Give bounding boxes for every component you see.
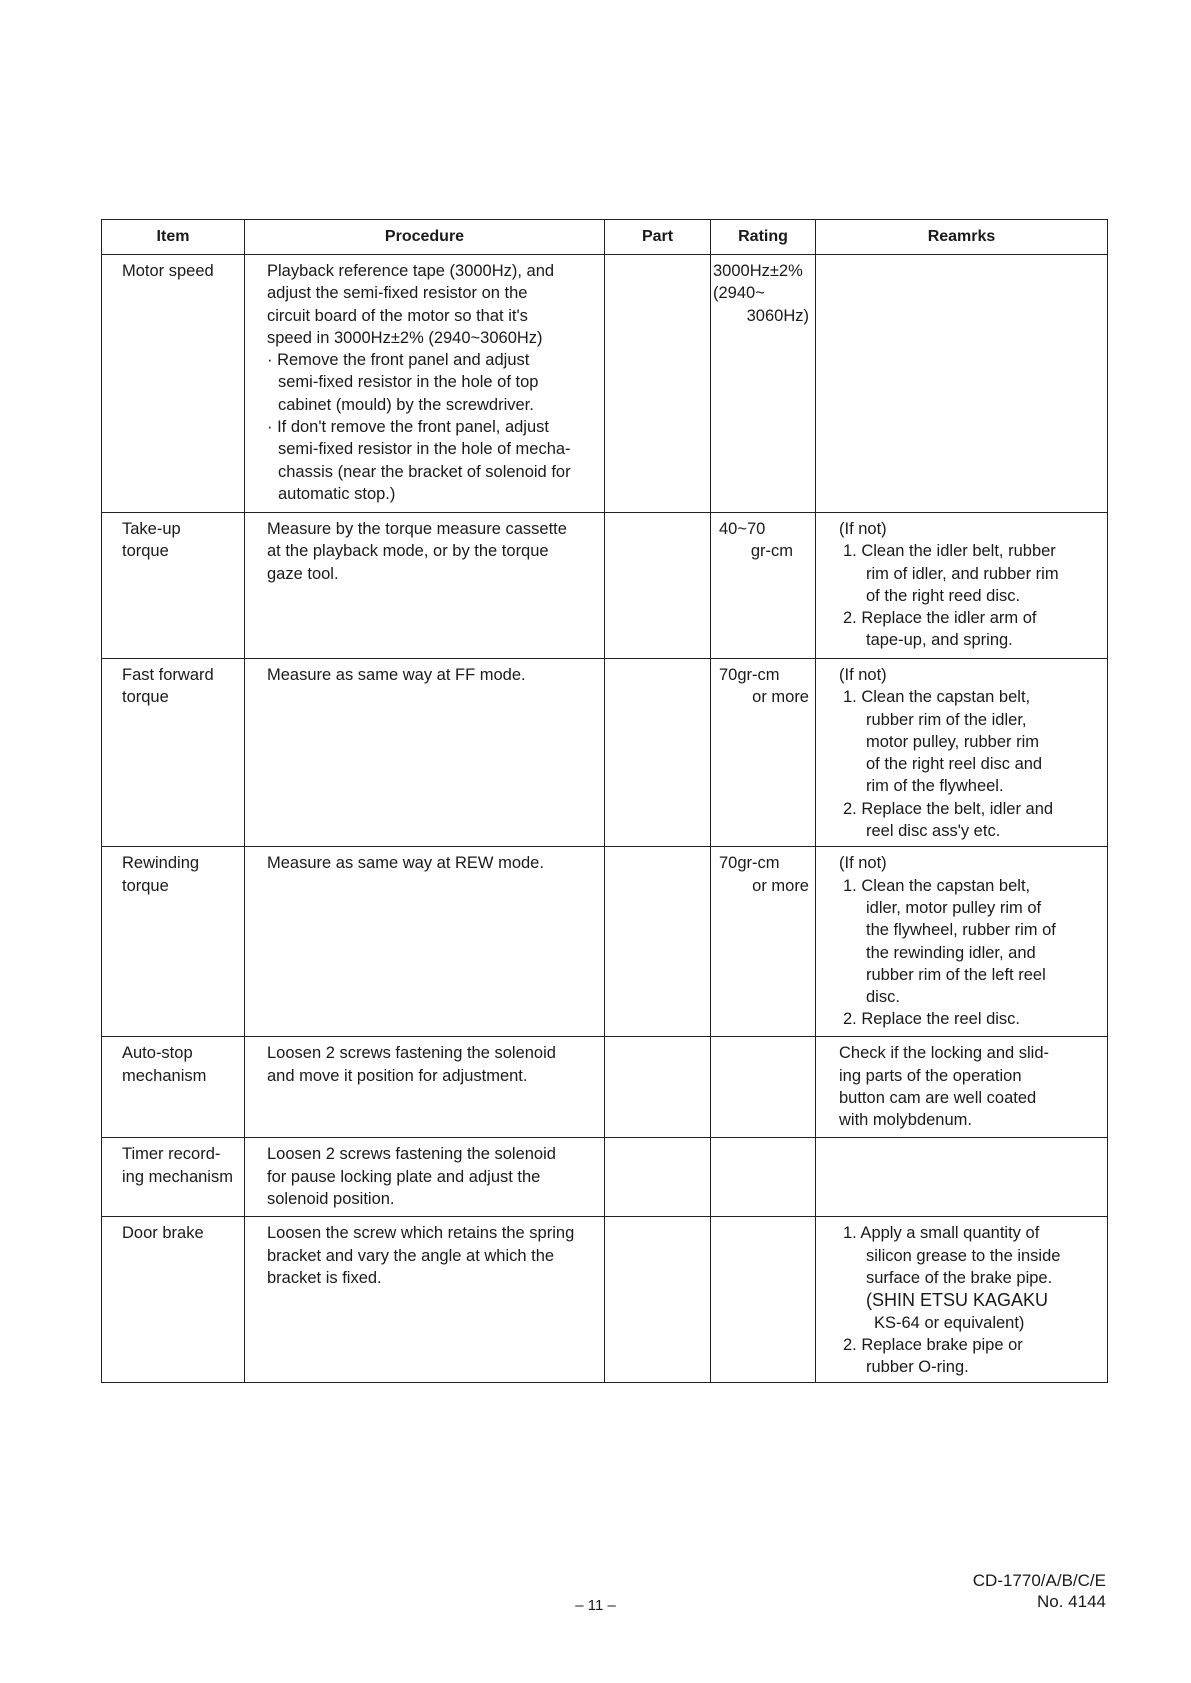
rating-cell [711,255,816,513]
procedure-text: automatic stop.) [278,484,396,503]
remarks-text: surface of the brake pipe. [866,1268,1053,1287]
item-text: Door brake [122,1224,204,1243]
procedure-text: semi-fixed resistor in the hole of top [278,373,539,392]
remarks-list-item: 1. Clean the capstan belt, [843,876,1031,895]
table-row [102,1138,1108,1217]
item-text: ing mechanism [122,1167,233,1186]
procedure-text: Measure by the torque measure cassette [267,520,567,538]
document-reference [973,1570,1106,1612]
procedure-bullet: · If don't remove the front panel, adjust [267,418,549,437]
procedure-text: speed in 3000Hz±2% (2940~3060Hz) [267,328,543,347]
table-row [102,1037,1108,1138]
procedure-cell [245,513,605,659]
remarks-cell [816,513,1108,659]
rating-cell [711,1217,816,1383]
procedure-cell [245,847,605,1037]
remarks-list-item: 2. Replace the idler arm of [843,609,1037,628]
remarks-cell [816,1138,1108,1217]
procedure-cell [245,255,605,513]
remarks-text: the flywheel, rubber rim of [866,921,1056,940]
remarks-text: (If not) [839,854,887,873]
remarks-text: reel disc ass'y etc. [866,822,1001,841]
item-text: Motor speed [122,262,214,280]
adjustment-table [101,219,1108,1383]
procedure-text: Loosen 2 screws fastening the solenoid [267,1145,556,1164]
item-text: Auto-stop [122,1044,193,1063]
table-row [102,513,1108,659]
remarks-text: tape-up, and spring. [866,631,1013,650]
document-number: No. 4144 [1037,1592,1106,1611]
procedure-text: Measure as same way at REW mode. [267,854,544,873]
rating-text: 40~70 [719,520,766,538]
remarks-text: silicon grease to the inside [866,1246,1061,1265]
procedure-text: cabinet (mould) by the screwdriver. [278,395,534,414]
item-cell [102,1217,245,1383]
procedure-text: for pause locking plate and adjust the [267,1167,541,1186]
procedure-cell [245,1037,605,1138]
procedure-text: gaze tool. [267,564,339,583]
procedure-text: solenoid position. [267,1189,395,1208]
header-item: Item [102,220,245,255]
remarks-text: rubber rim of the idler, [866,710,1027,729]
rating-text: or more [752,688,809,707]
remarks-cell [816,847,1108,1037]
item-cell [102,1138,245,1217]
table-row [102,659,1108,847]
remarks-text: (If not) [839,666,887,684]
rating-cell [711,1138,816,1217]
remarks-list-item: 2. Replace brake pipe or [843,1335,1023,1354]
remarks-text: idler, motor pulley rim of [866,898,1042,917]
procedure-text: circuit board of the motor so that it's [267,306,528,325]
table-row [102,1217,1108,1383]
part-cell [605,1217,711,1383]
item-text: Timer record- [122,1145,221,1164]
header-part: Part [605,220,711,255]
remarks-text: rubber rim of the left reel [866,965,1046,984]
item-cell [102,255,245,513]
item-text: torque [122,542,169,561]
item-text: Take-up [122,520,181,538]
remarks-text: disc. [866,988,900,1007]
remarks-text: with molybdenum. [839,1111,972,1130]
rating-cell [711,513,816,659]
rating-text: or more [752,876,809,895]
procedure-bullet: · Remove the front panel and adjust [267,351,530,370]
procedure-text: semi-fixed resistor in the hole of mecha- [278,440,571,459]
remarks-cell [816,1217,1108,1383]
rating-text: 3060Hz) [746,306,809,325]
procedure-cell [245,1217,605,1383]
table-row [102,255,1108,513]
remarks-list-item: 2. Replace the reel disc. [843,1010,1021,1029]
rating-text: gr-cm [750,542,793,561]
remarks-cell [816,659,1108,847]
remarks-list-item: 1. Clean the idler belt, rubber [843,542,1056,561]
item-text: torque [122,688,169,707]
procedure-text: and move it position for adjustment. [267,1066,528,1085]
remarks-text: the rewinding idler, and [866,943,1036,962]
remarks-text: Check if the locking and slid- [839,1044,1050,1063]
rating-text: 70gr-cm [719,666,780,684]
remarks-text: of the right reel disc and [866,755,1043,774]
procedure-text: Loosen the screw which retains the spring [267,1224,575,1243]
remarks-text: of the right reed disc. [866,586,1021,605]
remarks-text: rubber O-ring. [866,1358,969,1377]
procedure-text: bracket and vary the angle at which the [267,1246,555,1265]
header-procedure: Procedure [245,220,605,255]
item-cell [102,659,245,847]
part-cell [605,1037,711,1138]
remarks-text: motor pulley, rubber rim [866,732,1040,751]
procedure-text: Playback reference tape (3000Hz), and [267,262,555,280]
procedure-text: at the playback mode, or by the torque [267,542,549,561]
item-cell [102,513,245,659]
part-cell [605,659,711,847]
part-cell [605,1138,711,1217]
procedure-text: adjust the semi-fixed resistor on the [267,284,528,303]
rating-cell [711,1037,816,1138]
remarks-text: ing parts of the operation [839,1066,1022,1085]
page-number: – 11 – [575,1597,616,1614]
procedure-cell [245,1138,605,1217]
remarks-text: (SHIN ETSU KAGAKU [866,1290,1049,1311]
part-cell [605,513,711,659]
table-row [102,847,1108,1037]
remarks-list-item: 1. Apply a small quantity of [843,1224,1040,1243]
item-text: mechanism [122,1066,207,1085]
remarks-list-item: 1. Clean the capstan belt, [843,688,1031,707]
item-text: torque [122,876,169,895]
item-text: Rewinding [122,854,200,873]
header-remarks: Reamrks [816,220,1108,255]
part-cell [605,255,711,513]
model-number: CD-1770/A/B/C/E [972,1571,1106,1590]
procedure-text: chassis (near the bracket of solenoid for [278,462,571,481]
remarks-cell [816,1037,1108,1138]
rating-text: 70gr-cm [719,854,780,873]
rating-cell [711,659,816,847]
rating-cell [711,847,816,1037]
remarks-list-item: 2. Replace the belt, idler and [843,799,1054,818]
remarks-text: rim of the flywheel. [866,777,1004,796]
procedure-text: bracket is fixed. [267,1268,382,1287]
procedure-text: Measure as same way at FF mode. [267,666,526,684]
rating-text: (2940~ [713,284,765,303]
header-rating: Rating [711,220,816,255]
remarks-text: KS-64 or equivalent) [874,1313,1025,1332]
remarks-cell [816,255,1108,513]
item-text: Fast forward [122,666,214,684]
rating-text: 3000Hz±2% [713,262,803,280]
procedure-text: Loosen 2 screws fastening the solenoid [267,1044,556,1063]
procedure-cell [245,659,605,847]
part-cell [605,847,711,1037]
table-header-row [102,220,1108,255]
item-cell [102,847,245,1037]
remarks-text: rim of idler, and rubber rim [866,564,1059,583]
remarks-text: (If not) [839,520,887,538]
item-cell [102,1037,245,1138]
remarks-text: button cam are well coated [839,1088,1037,1107]
